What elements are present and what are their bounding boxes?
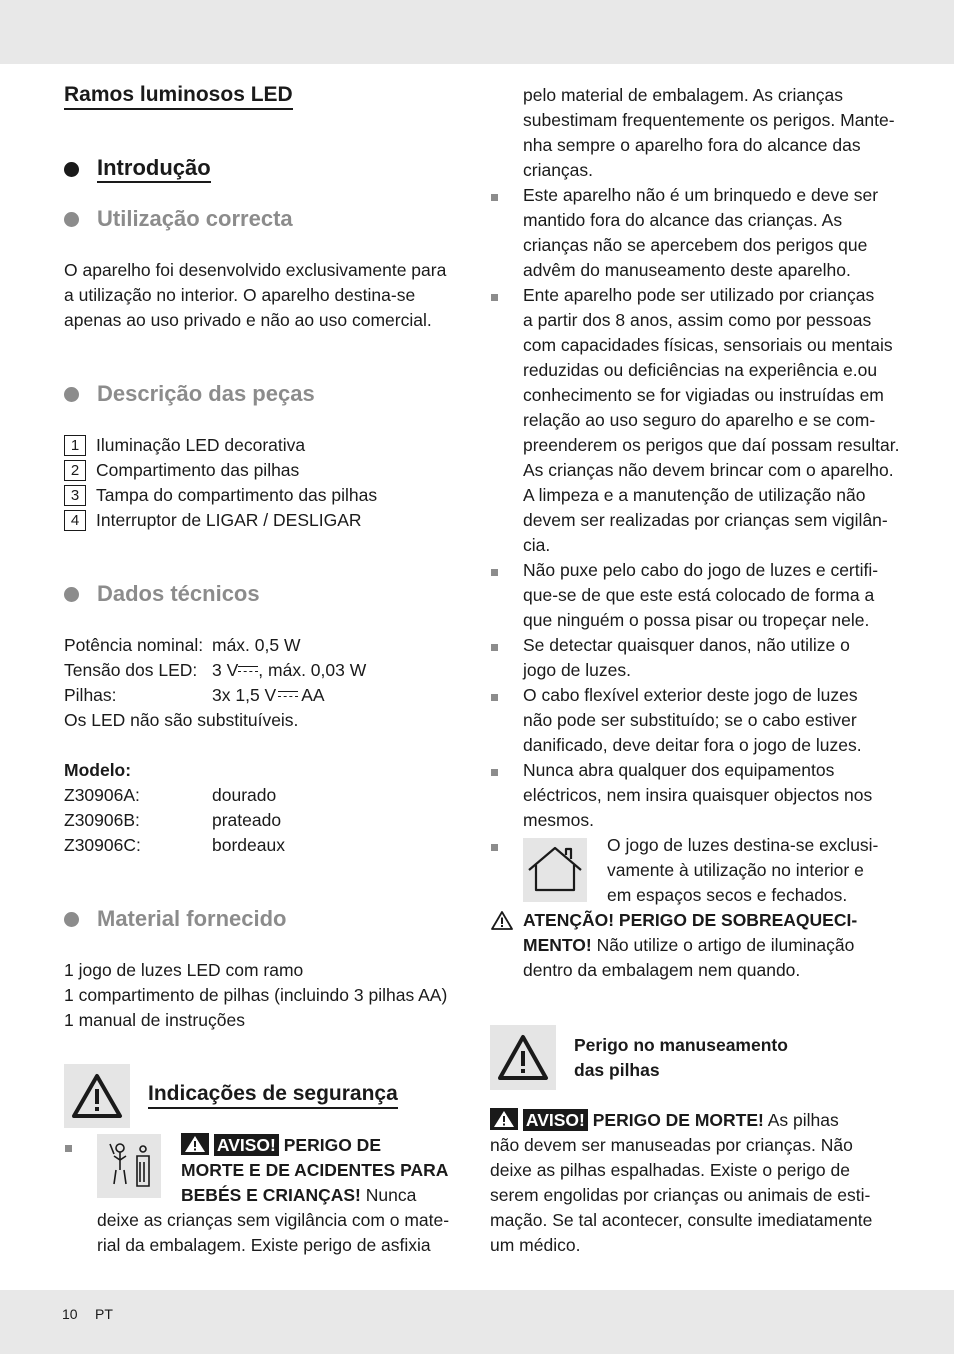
bullet-dot-icon — [64, 912, 79, 927]
paragraph-line: deixe as pilhas espalhadas. Existe o perigo de — [490, 1160, 850, 1180]
bullet-square-icon — [491, 769, 498, 776]
bullet-square-icon — [491, 844, 498, 851]
bullet-square-icon — [491, 194, 498, 201]
paragraph-line: em espaços secos e fechados. — [607, 885, 848, 905]
paragraph-line: crianças não se apercebem dos perigos que — [523, 235, 868, 255]
paragraph-line: deixe as crianças sem vigilância com o mate- — [97, 1210, 450, 1230]
part-number: 2 — [64, 460, 86, 481]
heading-descricao: Descrição das peças — [97, 381, 315, 406]
paragraph-line: vamente à utilização no interior e — [607, 860, 864, 880]
bottom-band — [0, 1290, 954, 1354]
paragraph-line: serem engolidas por crianças ou animais de esti- — [490, 1185, 871, 1205]
paragraph-line: O aparelho foi desenvolvido exclusivamente para — [64, 260, 447, 280]
paragraph-line: não devem ser manuseadas por crianças. Não — [490, 1135, 853, 1155]
paragraph-line: subestimam frequentemente os perigos. Mante- — [523, 110, 895, 130]
heading-seguranca: Indicações de segurança — [148, 1081, 398, 1109]
caution-triangle-icon — [490, 910, 514, 936]
document-title: Ramos luminosos LED — [64, 82, 293, 110]
model-color: dourado — [212, 785, 277, 805]
paragraph-line: Nunca abra qualquer dos equipamentos — [523, 760, 835, 780]
paragraph-line: relação ao uso seguro do aparelho e se com- — [523, 410, 876, 430]
paragraph-line: reduzidas ou deficiências na experiência e.ou — [523, 360, 878, 380]
paragraph-line: que-se de que este está colocado de forma a — [523, 585, 875, 605]
paragraph-line: mesmos. — [523, 810, 594, 830]
paragraph-line: com capacidades físicas, sensoriais ou mentais — [523, 335, 893, 355]
paragraph-line: nha sempre o aparelho fora do alcance das — [523, 135, 861, 155]
bullet-square-icon — [491, 569, 498, 576]
tech-note: Os LED não são substituíveis. — [64, 710, 299, 730]
model-code: Z30906A: — [64, 785, 140, 805]
paragraph-line: conhecimento se for vigiadas ou instruídas em — [523, 385, 884, 405]
page-number: 10 — [62, 1306, 78, 1322]
paragraph-line: pelo material de embalagem. As crianças — [523, 85, 844, 105]
attention-line: MENTO! Não utilize o artigo de iluminação — [523, 935, 855, 955]
tech-label: Pilhas: — [64, 685, 117, 705]
bullet-square-icon — [65, 1145, 72, 1152]
model-heading: Modelo: — [64, 760, 132, 780]
paragraph-line: que ninguém o possa pisar ou tropeçar nele. — [523, 610, 870, 630]
attention-line: ATENÇÃO! PERIGO DE SOBREAQUECI- — [523, 910, 858, 930]
paragraph-line: Não puxe pelo cabo do jogo de luzes e certifi- — [523, 560, 879, 580]
paragraph-line: um médico. — [490, 1235, 581, 1255]
paragraph-line: cia. — [523, 535, 551, 555]
part-label: Tampa do compartimento das pilhas — [96, 485, 378, 505]
part-number: 4 — [64, 510, 86, 531]
paragraph-line: jogo de luzes. — [523, 660, 631, 680]
warning-line: MORTE E DE ACIDENTES PARA — [181, 1160, 449, 1180]
model-color: bordeaux — [212, 835, 285, 855]
paragraph-line: preenderem os perigos que daí possam resultar. — [523, 435, 900, 455]
bullet-square-icon — [491, 644, 498, 651]
attention-line: dentro da embalagem nem quando. — [523, 960, 801, 980]
paragraph-line: apenas ao uso privado e não ao uso comercial. — [64, 310, 432, 330]
tech-value: 3x 1,5 V AA — [212, 685, 325, 705]
child-packaging-icon — [97, 1134, 161, 1198]
bullet-square-icon — [491, 294, 498, 301]
model-code: Z30906B: — [64, 810, 140, 830]
warning-line: AVISO! PERIGO DE — [181, 1133, 381, 1158]
part-label: Iluminação LED decorativa — [96, 435, 306, 455]
bullet-dot-icon — [64, 587, 79, 602]
bullet-square-icon — [491, 694, 498, 701]
bullet-dot-icon — [64, 162, 79, 177]
heading-material: Material fornecido — [97, 906, 287, 931]
tech-label: Tensão dos LED: — [64, 660, 198, 680]
tech-label: Potência nominal: — [64, 635, 204, 655]
part-label: Compartimento das pilhas — [96, 460, 300, 480]
aviso-label: AVISO! — [214, 1134, 279, 1156]
warning-triangle-icon — [181, 1133, 209, 1155]
bullet-dot-icon — [64, 212, 79, 227]
part-label: Interruptor de LIGAR / DESLIGAR — [96, 510, 362, 530]
bullet-dot-icon — [64, 387, 79, 402]
indoor-house-icon — [523, 838, 587, 902]
paragraph-line: eléctricos, nem insira quaisquer objectos nos — [523, 785, 873, 805]
battery-heading: Perigo no manuseamento — [574, 1035, 788, 1055]
paragraph-line: O cabo flexível exterior deste jogo de luzes — [523, 685, 858, 705]
paragraph-line: mação. Se tal acontecer, consulte imediatamente — [490, 1210, 873, 1230]
paragraph-line: não pode ser substituído; se o cabo estiver — [523, 710, 857, 730]
aviso-label: AVISO! — [523, 1109, 588, 1131]
language-code: PT — [95, 1306, 113, 1322]
supplied-item: 1 compartimento de pilhas (incluindo 3 pilhas AA) — [64, 985, 448, 1005]
paragraph-line: advêm do manuseamento deste aparelho. — [523, 260, 851, 280]
heading-introducao: Introdução — [97, 155, 211, 183]
paragraph-line: danificado, deve deitar fora o jogo de luzes. — [523, 735, 862, 755]
model-color: prateado — [212, 810, 282, 830]
warning-triangle-icon — [490, 1108, 518, 1130]
paragraph-line: Ente aparelho pode ser utilizado por crianças — [523, 285, 875, 305]
paragraph-line: rial da embalagem. Existe perigo de asfixia — [97, 1235, 431, 1255]
heading-utilizacao: Utilização correcta — [97, 206, 293, 231]
model-code: Z30906C: — [64, 835, 141, 855]
paragraph-line: mantido fora do alcance das crianças. As — [523, 210, 843, 230]
heading-dados: Dados técnicos — [97, 581, 260, 606]
paragraph-line: A limpeza e a manutenção de utilização não — [523, 485, 866, 505]
paragraph-line: a partir dos 8 anos, assim como por pessoas — [523, 310, 872, 330]
warning-triangle-icon — [64, 1064, 130, 1128]
paragraph-line: a utilização no interior. O aparelho destina-se — [64, 285, 416, 305]
battery-warning-line: AVISO! PERIGO DE MORTE! As pilhas — [490, 1108, 839, 1133]
supplied-item: 1 manual de instruções — [64, 1010, 245, 1030]
battery-heading: das pilhas — [574, 1060, 660, 1080]
warning-line: BEBÉS E CRIANÇAS! Nunca — [181, 1185, 417, 1205]
dc-symbol-icon — [238, 666, 258, 674]
tech-value: 3 V , máx. 0,03 W — [212, 660, 367, 680]
supplied-item: 1 jogo de luzes LED com ramo — [64, 960, 304, 980]
paragraph-line: O jogo de luzes destina-se exclusi- — [607, 835, 879, 855]
paragraph-line: Este aparelho não é um brinquedo e deve ser — [523, 185, 879, 205]
paragraph-line: As crianças não devem brincar com o aparelho. — [523, 460, 894, 480]
top-band — [0, 0, 954, 64]
paragraph-line: devem ser realizadas por crianças sem vigilân- — [523, 510, 888, 530]
warning-triangle-icon — [490, 1025, 556, 1090]
tech-value: máx. 0,5 W — [212, 635, 301, 655]
dc-symbol-icon — [278, 691, 298, 699]
paragraph-line: Se detectar quaisquer danos, não utilize o — [523, 635, 850, 655]
paragraph-line: crianças. — [523, 160, 594, 180]
part-number: 1 — [64, 435, 86, 456]
part-number: 3 — [64, 485, 86, 506]
